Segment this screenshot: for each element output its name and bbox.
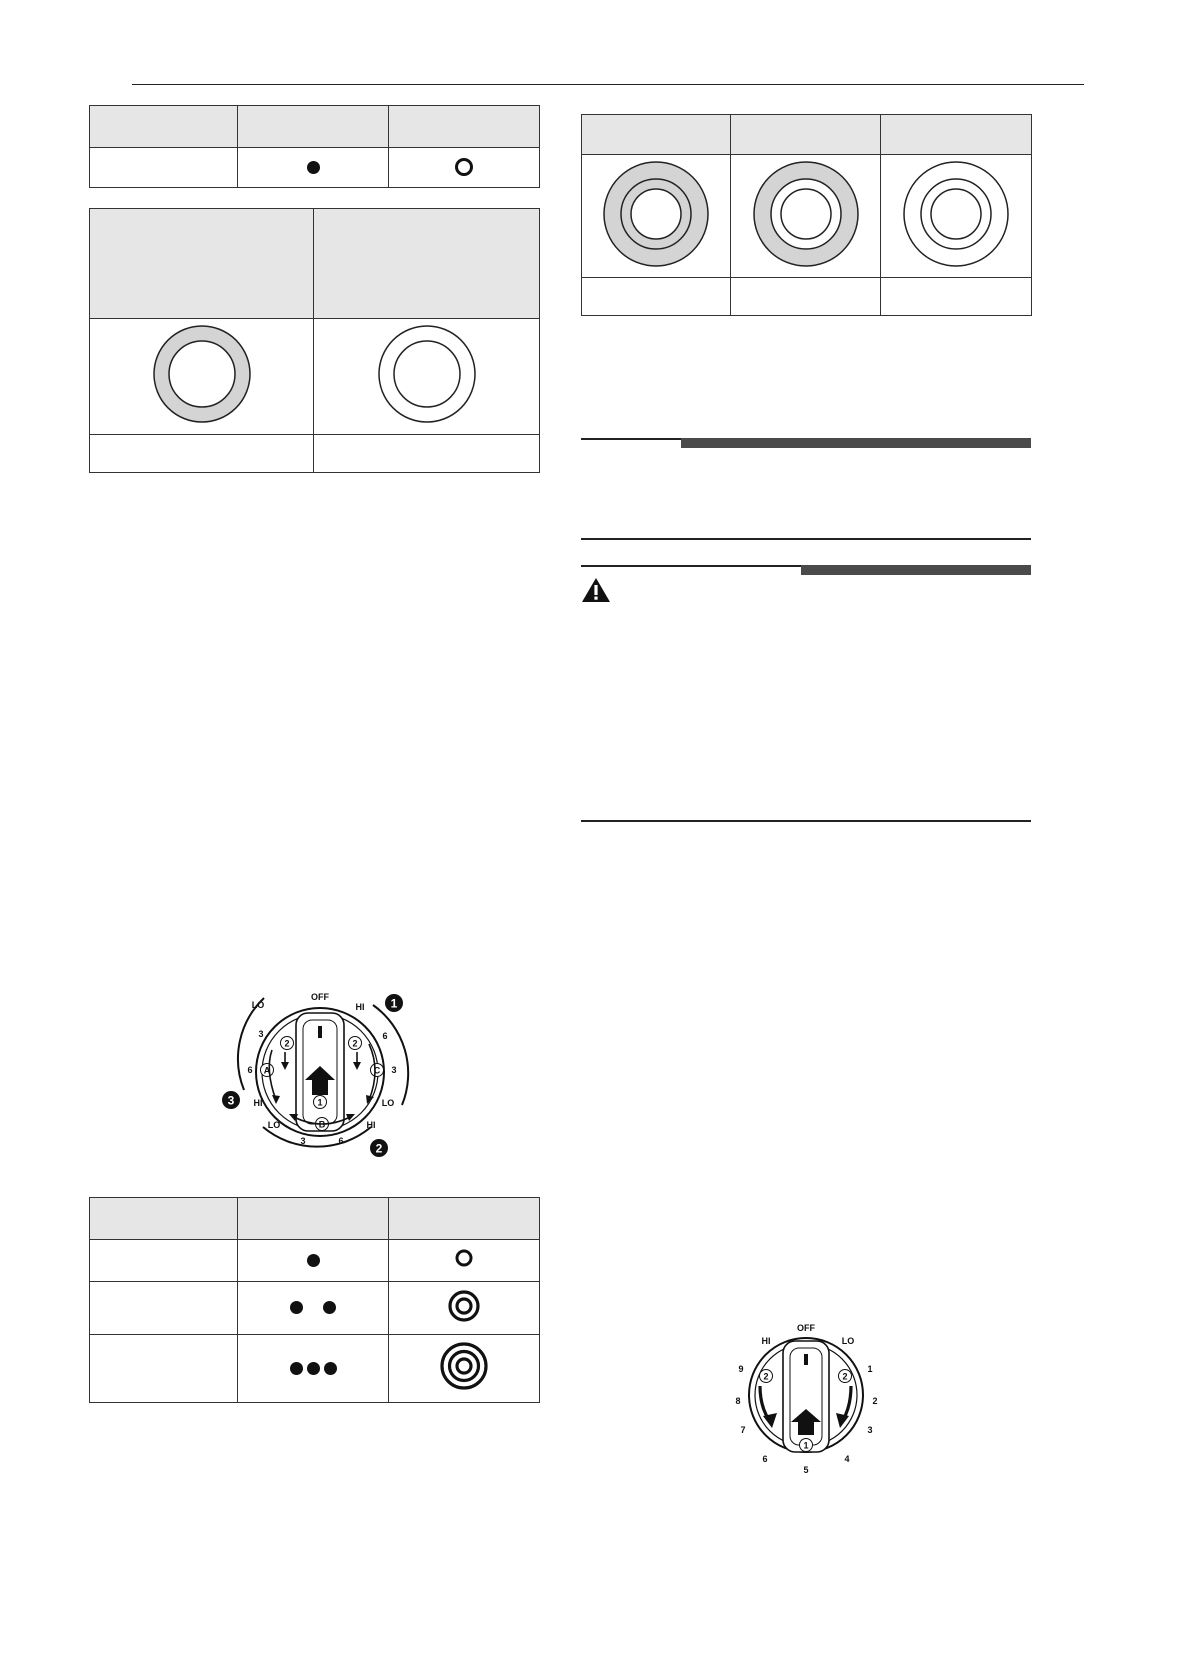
off-label: OFF — [797, 1323, 815, 1333]
triple-zone-small-icon — [600, 158, 712, 270]
ring-cell — [389, 1335, 540, 1403]
triple-zone-medium-icon — [750, 158, 862, 270]
scale-hi-left: HI — [253, 1098, 263, 1108]
lo-label: LO — [251, 1000, 265, 1010]
zone-diagram-cell — [731, 155, 881, 278]
header-cell — [90, 1198, 238, 1240]
triple-zone-table — [581, 114, 1032, 316]
dot-icon — [290, 1362, 303, 1375]
zone-b-label: B — [318, 1119, 326, 1130]
scale-1: 1 — [867, 1364, 873, 1374]
dot-icon — [307, 1362, 320, 1375]
callout-2-label: 2 — [375, 1141, 383, 1156]
off-label: OFF — [311, 992, 329, 1002]
table-cell — [90, 1240, 238, 1282]
triple-ring-icon — [438, 1340, 490, 1392]
scale-lo-bottom: LO — [267, 1120, 281, 1130]
triple-zone-large-icon — [900, 158, 1012, 270]
header-cell — [238, 106, 389, 148]
step-1-label: 1 — [317, 1097, 323, 1108]
scale-7: 7 — [740, 1425, 746, 1435]
callout-1-label: 1 — [390, 996, 398, 1011]
ring-cell — [389, 1240, 540, 1282]
indicator-table-bottom — [89, 1197, 540, 1403]
table-cell — [881, 278, 1032, 316]
note-bottom-rule — [581, 538, 1031, 540]
header-cell — [90, 209, 314, 319]
scale-6-bottom: 6 — [338, 1136, 344, 1146]
zone-diagram-cell — [90, 319, 314, 435]
ring-cell — [389, 148, 540, 188]
step-1-label: 1 — [803, 1440, 809, 1451]
scale-3-left: 3 — [258, 1029, 264, 1039]
single-zone-knob-diagram — [730, 1315, 890, 1480]
header-cell — [881, 115, 1032, 155]
note-bar — [681, 438, 1031, 448]
dot-cell — [238, 1282, 389, 1335]
lo-label: LO — [841, 1336, 855, 1346]
caution-rule-left — [581, 565, 801, 567]
scale-9: 9 — [738, 1364, 744, 1374]
scale-5: 5 — [803, 1465, 809, 1475]
step-2-right-label: 2 — [842, 1371, 848, 1382]
zone-c-label: C — [373, 1065, 381, 1076]
hi-label: HI — [355, 1002, 365, 1012]
table-cell — [90, 1335, 238, 1403]
dot-icon — [323, 1301, 336, 1314]
header-cell — [314, 209, 540, 319]
header-cell — [731, 115, 881, 155]
dual-zone-table — [89, 208, 540, 473]
double-ring-icon — [446, 1288, 482, 1324]
header-cell — [389, 106, 540, 148]
single-ring-icon — [453, 1247, 475, 1269]
dot-icon — [307, 1254, 320, 1267]
scale-lo-right: LO — [381, 1098, 395, 1108]
table-cell — [731, 278, 881, 316]
zone-a-label: A — [263, 1065, 271, 1076]
header-cell — [389, 1198, 540, 1240]
table-cell — [90, 1282, 238, 1335]
header-cell — [582, 115, 731, 155]
dot-icon — [324, 1362, 337, 1375]
step-2-right-label: 2 — [352, 1038, 358, 1049]
scale-hi-right: HI — [366, 1120, 376, 1130]
zone-diagram-cell — [314, 319, 540, 435]
zone-diagram-cell — [881, 155, 1032, 278]
step-2-left-label: 2 — [284, 1038, 290, 1049]
inner-zone-burner-icon — [147, 319, 257, 429]
ring-icon — [455, 158, 473, 176]
step-2-left-label: 2 — [763, 1371, 769, 1382]
header-cell — [238, 1198, 389, 1240]
scale-6-right: 6 — [382, 1031, 388, 1041]
dot-cell — [238, 148, 389, 188]
scale-3-right: 3 — [391, 1065, 397, 1075]
scale-3: 3 — [867, 1425, 873, 1435]
dot-cell — [238, 1335, 389, 1403]
scale-3-bottom: 3 — [300, 1136, 306, 1146]
warning-triangle-icon — [581, 577, 611, 603]
scale-4: 4 — [844, 1454, 850, 1464]
dot-icon — [290, 1301, 303, 1314]
table-cell — [90, 435, 314, 473]
indicator-table-top — [89, 105, 540, 188]
zone-diagram-cell — [582, 155, 731, 278]
caution-bottom-rule — [581, 820, 1031, 822]
multi-zone-knob-diagram — [214, 985, 418, 1163]
scale-6-left: 6 — [247, 1065, 253, 1075]
scale-8: 8 — [735, 1396, 741, 1406]
header-cell — [90, 106, 238, 148]
table-cell — [90, 148, 238, 188]
outer-zone-burner-icon — [372, 319, 482, 429]
callout-3-label: 3 — [227, 1093, 235, 1108]
table-cell — [582, 278, 731, 316]
scale-2: 2 — [872, 1396, 878, 1406]
header-rule — [132, 84, 1084, 85]
scale-6: 6 — [762, 1454, 768, 1464]
dot-cell — [238, 1240, 389, 1282]
ring-cell — [389, 1282, 540, 1335]
table-cell — [314, 435, 540, 473]
dot-icon — [307, 161, 320, 174]
hi-label: HI — [761, 1336, 771, 1346]
caution-bar — [801, 565, 1031, 575]
note-rule-left — [581, 438, 681, 440]
